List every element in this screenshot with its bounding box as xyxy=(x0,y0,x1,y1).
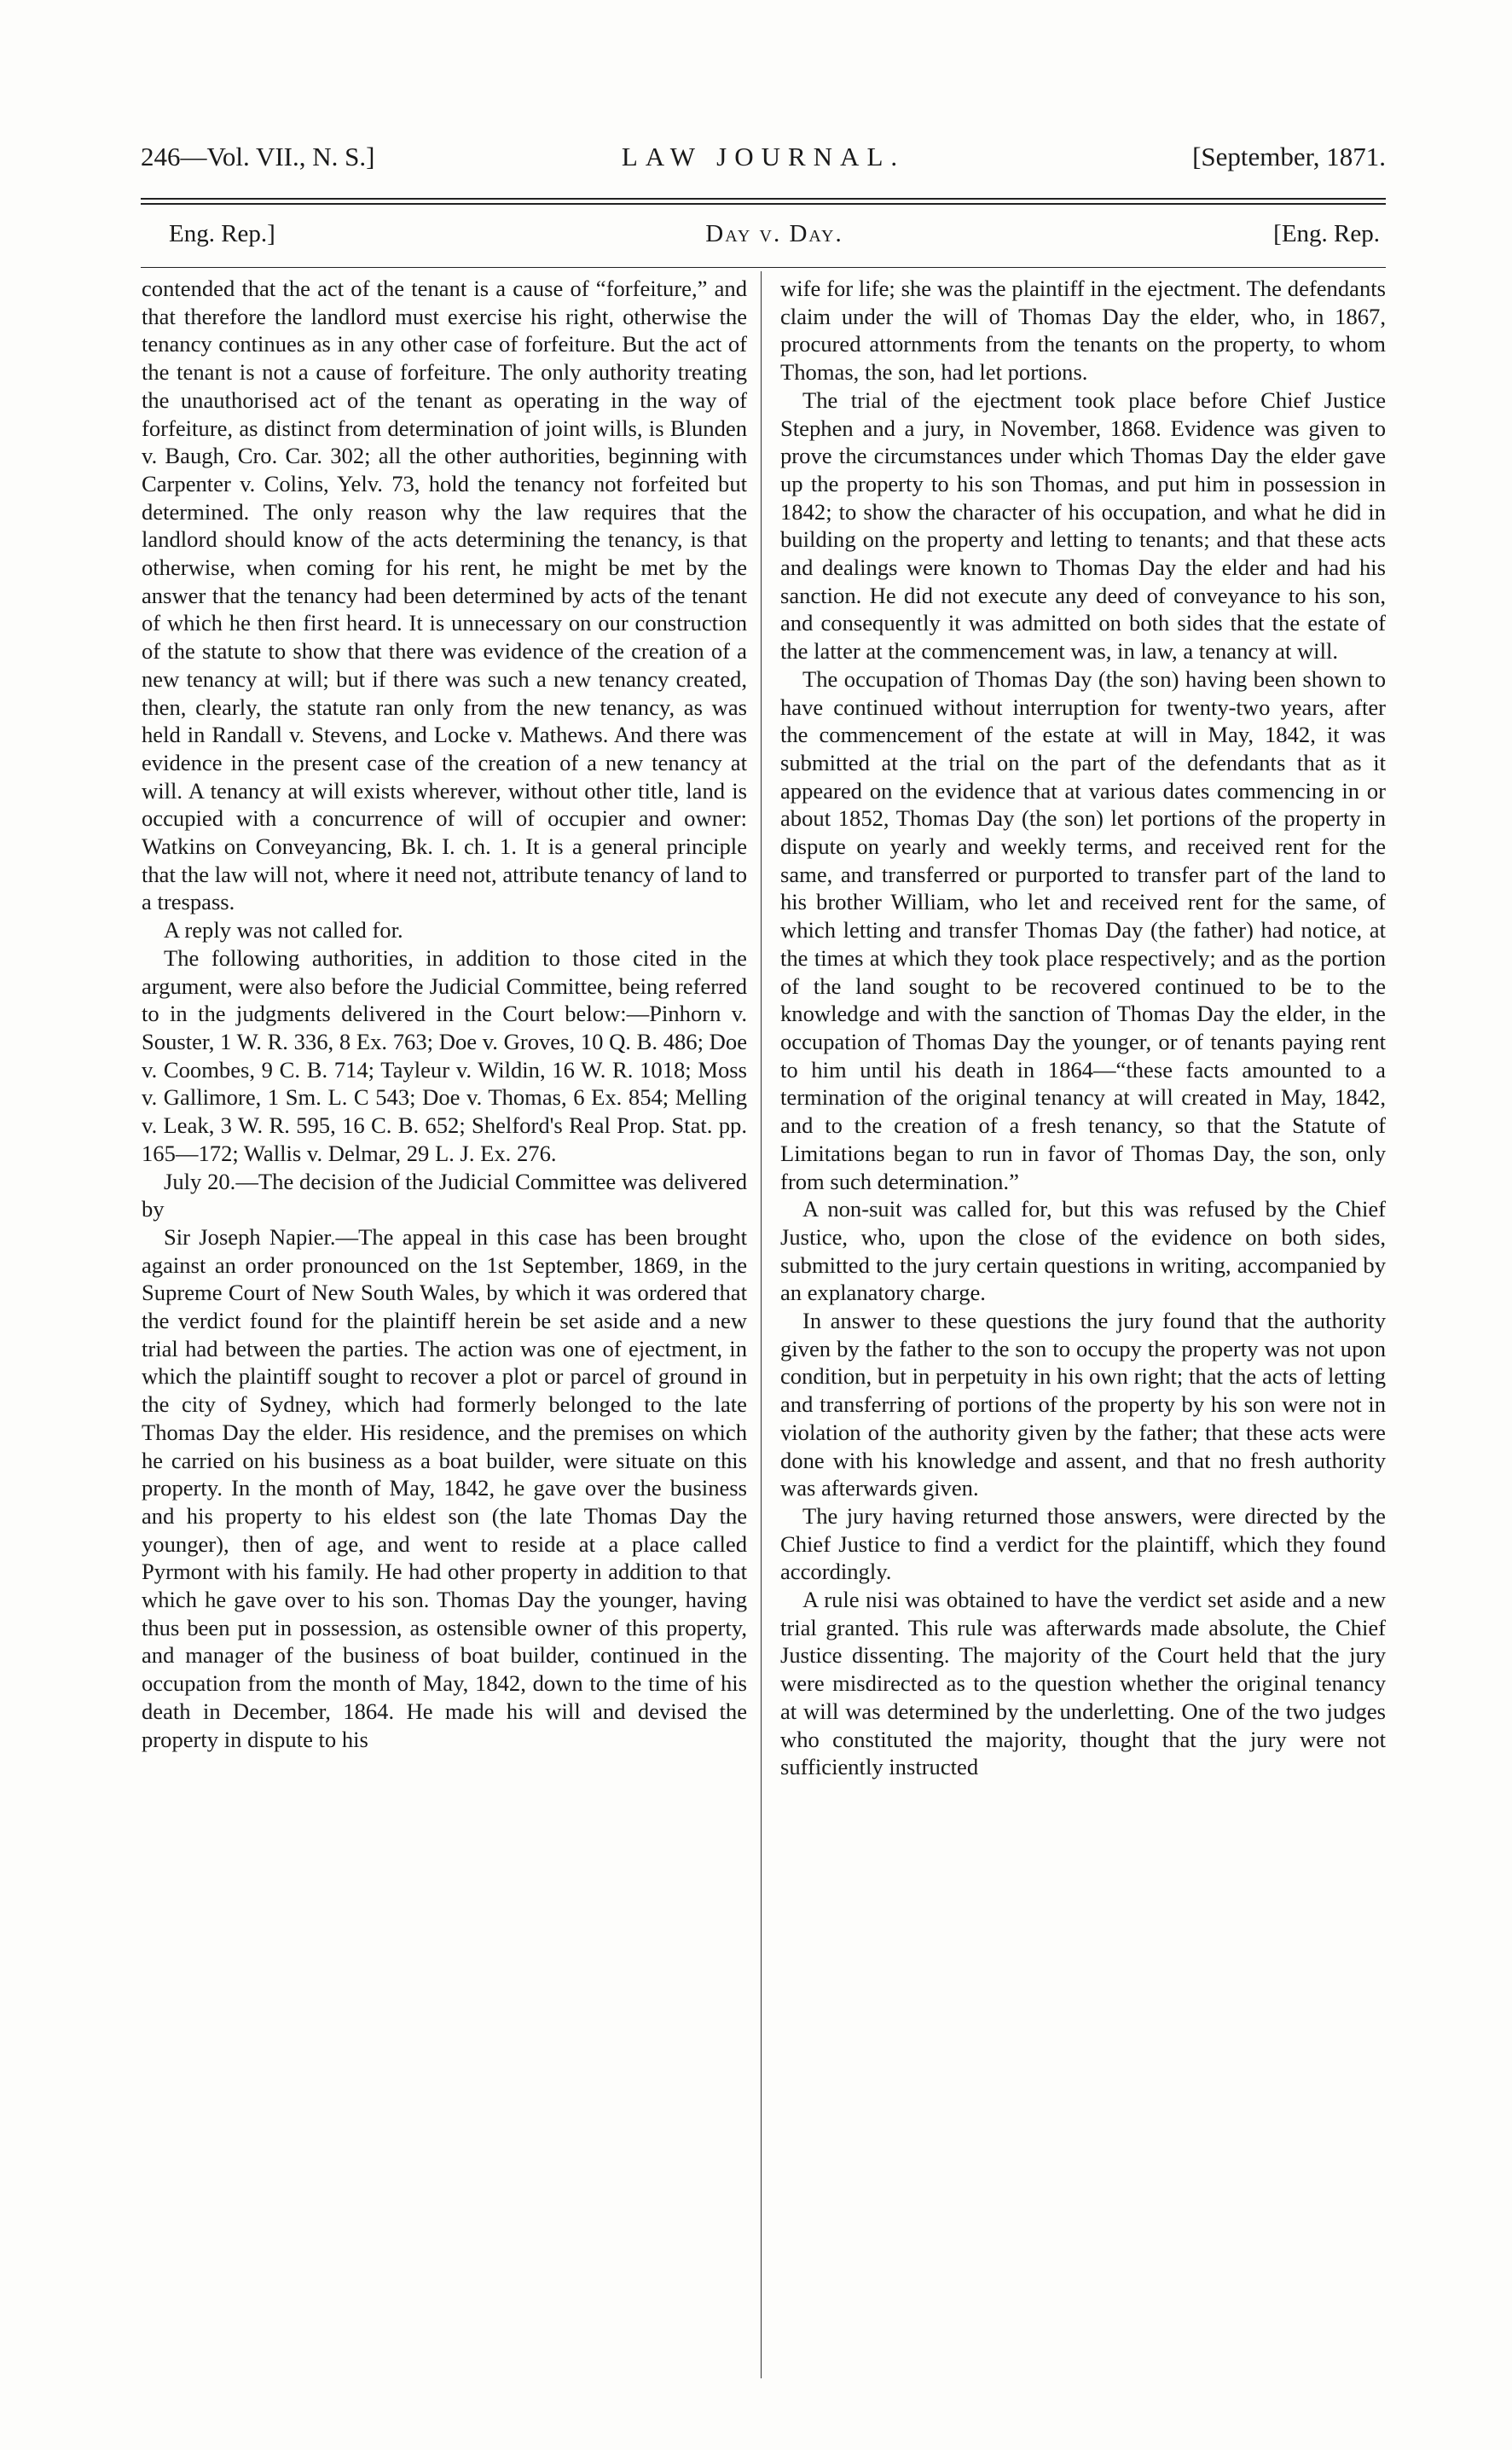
paragraph: The trial of the ejectment took place before Chief Justice Stephen and a jury, in November, 1868. Evidence was given to prove the circumstances under which Thomas Day the elder gave up the property to his son Thomas, and put him in possession in 1842; to show the character of his occupation, and what he did in building on the property and letting to tenants; and that these acts and dealings were known to Thomas Day the elder and had his sanction. He did not execute any deed of conveyance to his son, and consequently it was admitted on both sides that the estate of the latter at the commencement was, in law, a tenancy at will. xyxy=(780,386,1386,665)
paragraph: contended that the act of the tenant is a cause of “forfeiture,” and that therefore the landlord must exercise his right, otherwise the tenancy continues as in any other case of forfeiture. But the act of the tenant is not a cause of forfeiture. The only authority treating the unauthorised act of the tenant as operating in the way of forfeiture, as distinct from determination of joint wills, is Blunden v. Baugh, Cro. Car. 302; all the other authorities, beginning with Carpenter v. Colins, Yelv. 73, hold the tenancy not forfeited but determined. The only reason why the law requires that the landlord should know of the acts determining the tenancy, is that otherwise, when coming for his rent, he might be met by the answer that the tenancy had been determined by acts of the tenant of which he then first heard. It is unnecessary on our construction of the statute to show that there was evidence of the creation of a new tenancy at will; but if there was such a new tenancy created, then, clearly, the statute ran only from the new tenancy, as was held in Randall v. Stevens, and Locke v. Mathews. And there was evidence in the present case of the creation of a new tenancy at will. A tenancy at will exists wherever, without other title, land is occupied with a concurrence of will of occupier and owner: Watkins on Conveyancing, Bk. I. ch. 1. It is a general principle that the law will not, where it need not, attribute tenancy of land to a trespass. xyxy=(142,276,747,915)
paragraph: The jury having returned those answers, were directed by the Chief Justice to find a verdict for the plaintiff, which they found accordingly. xyxy=(780,1502,1386,1585)
case-title: Day v. Day. xyxy=(705,220,843,247)
paragraph: The following authorities, in addition to those cited in the argument, were also before the Judicial Committee, being referred to in the judgments delivered in the Court below:—Pinhorn v. Souster, 1 W. R. 336, 8 Ex. 763; Doe v. Groves, 10 Q. B. 486; Doe v. Coombes, 9 C. B. 714; Tayleur v. Wildin, 16 W. R. 1018; Moss v. Gallimore, 1 Sm. L. C 543; Doe v. Thomas, 6 Ex. 854; Melling v. Leak, 3 W. R. 595, 16 C. B. 652; Shelford's Real Prop. Stat. pp. 165—172; Wallis v. Delmar, 29 L. J. Ex. 276. xyxy=(142,944,747,1166)
paragraph: In answer to these questions the jury found that the authority given by the father to the son to occupy the property was not upon condition, but in perpetuity in his own right; that the acts of letting and transferring of portions of the property by his son were not in violation of the authority given by the father; that these acts were done with his knowledge and assent, and that no fresh authority was afterwards given. xyxy=(780,1308,1386,1501)
header-volume: 246—Vol. VII., N. S.] xyxy=(141,142,375,171)
right-column xyxy=(780,275,1386,1781)
case-header xyxy=(169,220,1380,256)
paragraph: A reply was not called for. xyxy=(164,917,403,943)
paragraph: July 20.—The decision of the Judicial Committee was delivered by xyxy=(142,1168,747,1222)
case-header-left: Eng. Rep.] xyxy=(169,220,275,247)
paragraph: A non-suit was called for, but this was refused by the Chief Justice, who, upon the close of the evidence on both sides, submitted to the jury certain questions in writing, accompanied by an explanatory charge. xyxy=(780,1196,1386,1306)
column-divider xyxy=(761,271,762,2378)
header-rule-top xyxy=(141,198,1386,200)
paragraph: Sir Joseph Napier.—The appeal in this case has been brought against an order pronounced on the 1st September, 1869, in the Supreme Court of New South Wales, by which it was ordered that the verdict found for the plaintiff herein be set aside and a new trial had between the parties. The action was one of ejectment, in which the plaintiff sought to recover a plot or parcel of ground in the city of Sydney, which had formerly belonged to the late Thomas Day the elder. His residence, and the premises on which he carried on his business as a boat builder, were situate on this property. In the month of May, 1842, he gave over the business and his property to his eldest son (the late Thomas Day the younger), then of age, and went to reside at a place called Pyrmont with his family. He had other property in addition to that which he gave over to his son. Thomas Day the younger, having thus been put in possession, as ostensible owner of this property, and manager of the business of boat builder, continued in the occupation from the month of May, 1842, down to the time of his death in December, 1864. He made his will and devised the property in dispute to his xyxy=(142,1223,747,1752)
case-header-rule xyxy=(141,267,1386,268)
running-header xyxy=(141,142,1386,184)
header-rule-bottom xyxy=(141,203,1386,205)
left-column xyxy=(142,275,747,1753)
header-date: [September, 1871. xyxy=(1192,142,1386,171)
paragraph: wife for life; she was the plaintiff in the ejectment. The defendants claim under the will of Thomas Day the elder, who, in 1867, procured attornments from the tenants on the property, to whom Thomas, the son, had let portions. xyxy=(780,276,1386,386)
journal-title: LAW JOURNAL. xyxy=(621,142,906,171)
paragraph: The occupation of Thomas Day (the son) having been shown to have continued without interruption for twenty-two years, after the commencement of the estate at will in May, 1842, it was submitted at the trial on the part of the defendants that as it appeared on the evidence that at various dates commencing in or about 1852, Thomas Day (the son) let portions of the property in dispute on yearly and weekly terms, and received rent for the same, and transferred or purported to transfer part of the land to his brother William, who let and received rent for the same, of which letting and transfer Thomas Day (the father) had notice, at the times at which they took place respectively; and as the portion of the land sought to be recovered continued to be to the knowledge and with the sanction of Thomas Day the elder, in the occupation of Thomas Day the younger, or of tenants paying rent to him until his death in 1864—“these facts amounted to a termination of the original tenancy at will created in May, 1842, and to the creation of a fresh tenancy, so that the Statute of Limitations began to run in favor of Thomas Day, the son, only from such determination.” xyxy=(780,665,1386,1194)
paragraph: A rule nisi was obtained to have the verdict set aside and a new trial granted. This rule was afterwards made absolute, the Chief Justice dissenting. The majority of the Court held that the jury were misdirected as to the question whether the original tenancy at will was determined by the underletting. One of the two judges who constituted the majority, thought that the jury were not sufficiently instructed xyxy=(780,1587,1386,1780)
case-header-right: [Eng. Rep. xyxy=(1273,220,1380,247)
